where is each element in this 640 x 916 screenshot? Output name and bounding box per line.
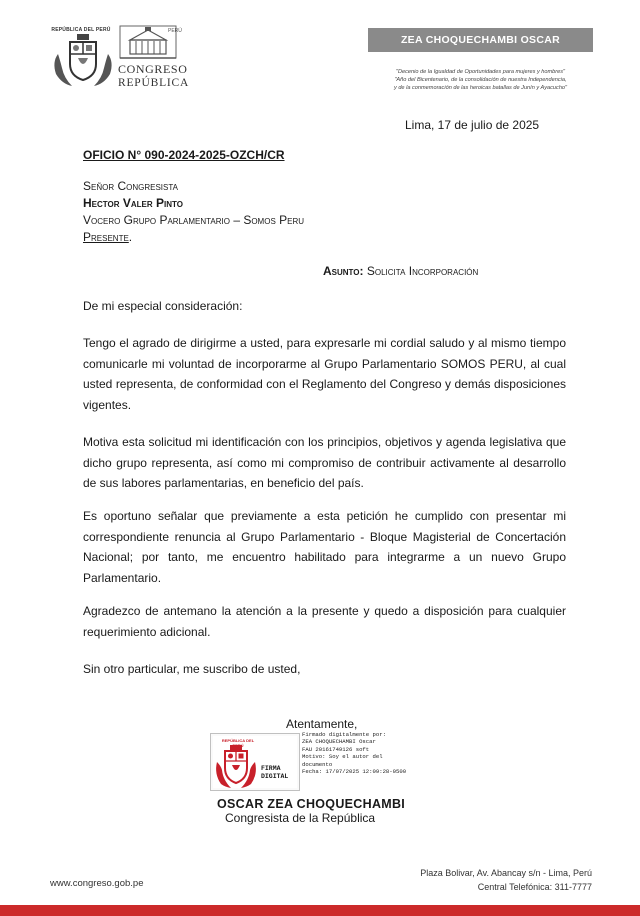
atentamente: Atentamente,	[286, 717, 358, 731]
greeting: De mi especial consideración:	[83, 299, 243, 313]
congreso-wordmark: CONGRESO	[118, 62, 188, 76]
footer-red-bar	[0, 905, 640, 916]
congressman-name-bar: ZEA CHOQUECHAMBI OSCAR	[368, 28, 593, 52]
paragraph-2: Motiva esta solicitud mi identificación con los principios, objetivos y agenda legislativa que dicho grupo representa, así como mi compromiso de contribuir activamente al desarrollo de sus labores parlamentarias, en beneficio del país.	[83, 435, 566, 490]
decenio-line: "Decenio de la Igualdad de Oportunidades para mujeres y hombres"	[395, 69, 566, 75]
recipient-role	[83, 213, 304, 227]
paragraph-1: Tengo el agrado de dirigirme a usted, para expresarle mi cordial saludo y al mismo tiempo comunicarle mi voluntad de incorporarme al Grupo Parlamentario SOMOS PERU, al cual usted representa, de conformidad con el Reglamento del Congreso y demás disposiciones vigentes.	[83, 336, 566, 412]
place-date: Lima, 17 de julio de 2025	[405, 118, 540, 132]
recipient-title: Señor Congresista	[83, 179, 178, 193]
stamp-label-line: DIGITAL	[261, 773, 289, 780]
paragraph-4: Agradezco de antemano la atención a la presente y quedo a disposición para cualquier requerimiento adicional.	[83, 604, 566, 639]
presente-text: Presente	[83, 230, 129, 244]
footer-address-line: Plaza Bolivar, Av. Abancay s/n - Lima, Perú	[420, 868, 592, 878]
presente-suffix: .	[128, 230, 133, 244]
signature-meta-line: ZEA CHOQUECHAMBI Oscar	[302, 738, 376, 746]
asunto-label: Asunto:	[323, 264, 364, 278]
oficio-number: OFICIO N° 090-2024-2025-OZCH/CR	[83, 148, 285, 162]
signature-meta-line: documento	[302, 760, 333, 768]
decenio-line: "Año del Bicentenario, de la consolidación de nuestra Independencia,	[394, 77, 567, 83]
stamp-label	[261, 765, 288, 781]
recipient-role-text: Vocero Grupo Parlamentario – Somos Peru	[83, 213, 305, 227]
footer-website[interactable]: www.congreso.gob.pe	[50, 878, 144, 889]
decenio-motto	[368, 68, 593, 92]
republica-wordmark: REPÚBLICA	[118, 77, 190, 89]
recipient-name: Hector Valer Pinto	[83, 196, 183, 210]
asunto-value: Solicita Incorporación	[366, 264, 479, 278]
signer-name: OSCAR ZEA CHOQUECHAMBI	[217, 797, 406, 811]
peru-label: PERÚ	[168, 28, 182, 34]
signature-metadata	[302, 731, 406, 775]
digital-signature-stamp	[210, 733, 300, 791]
signature-meta-line: Fecha: 17/07/2025 12:09:28-0500	[302, 768, 407, 776]
coat-of-arms-icon	[48, 24, 118, 90]
closing-line: Sin otro particular, me suscribo de usted,	[83, 662, 301, 676]
stamp-crest-label: REPÚBLICA DEL PERÚ	[221, 738, 255, 748]
signature-meta-line: FAU 20161749126 soft	[302, 745, 370, 753]
presente-line	[83, 230, 132, 244]
crest-label: REPÚBLICA DEL PERÚ	[51, 27, 111, 33]
decenio-line: y de la conmemoración de las heroicas batallas de Junín y Ayacucho"	[393, 85, 568, 91]
footer-address	[300, 866, 592, 894]
asunto-line	[323, 264, 478, 278]
stamp-label-line: FIRMA	[261, 765, 281, 772]
paragraph-3: Es oportuno señalar que previamente a esta petición he cumplido con presentar mi correspondiente renuncia al Grupo Parlamentario - Bloque Magisterial de Concertación Nacional; por tanto, me encuentro habilitado para integrarme a un nuevo Grupo Parlamentario.	[83, 509, 566, 585]
coat-of-arms-logo	[48, 24, 118, 90]
signature-meta-line: Firmado digitalmente por:	[302, 731, 386, 738]
footer-phone: Central Telefónica: 311-7777	[477, 882, 592, 892]
signer-role: Congresista de la República	[225, 811, 376, 825]
signature-meta-line: Motivo: Soy el autor del	[302, 753, 383, 761]
